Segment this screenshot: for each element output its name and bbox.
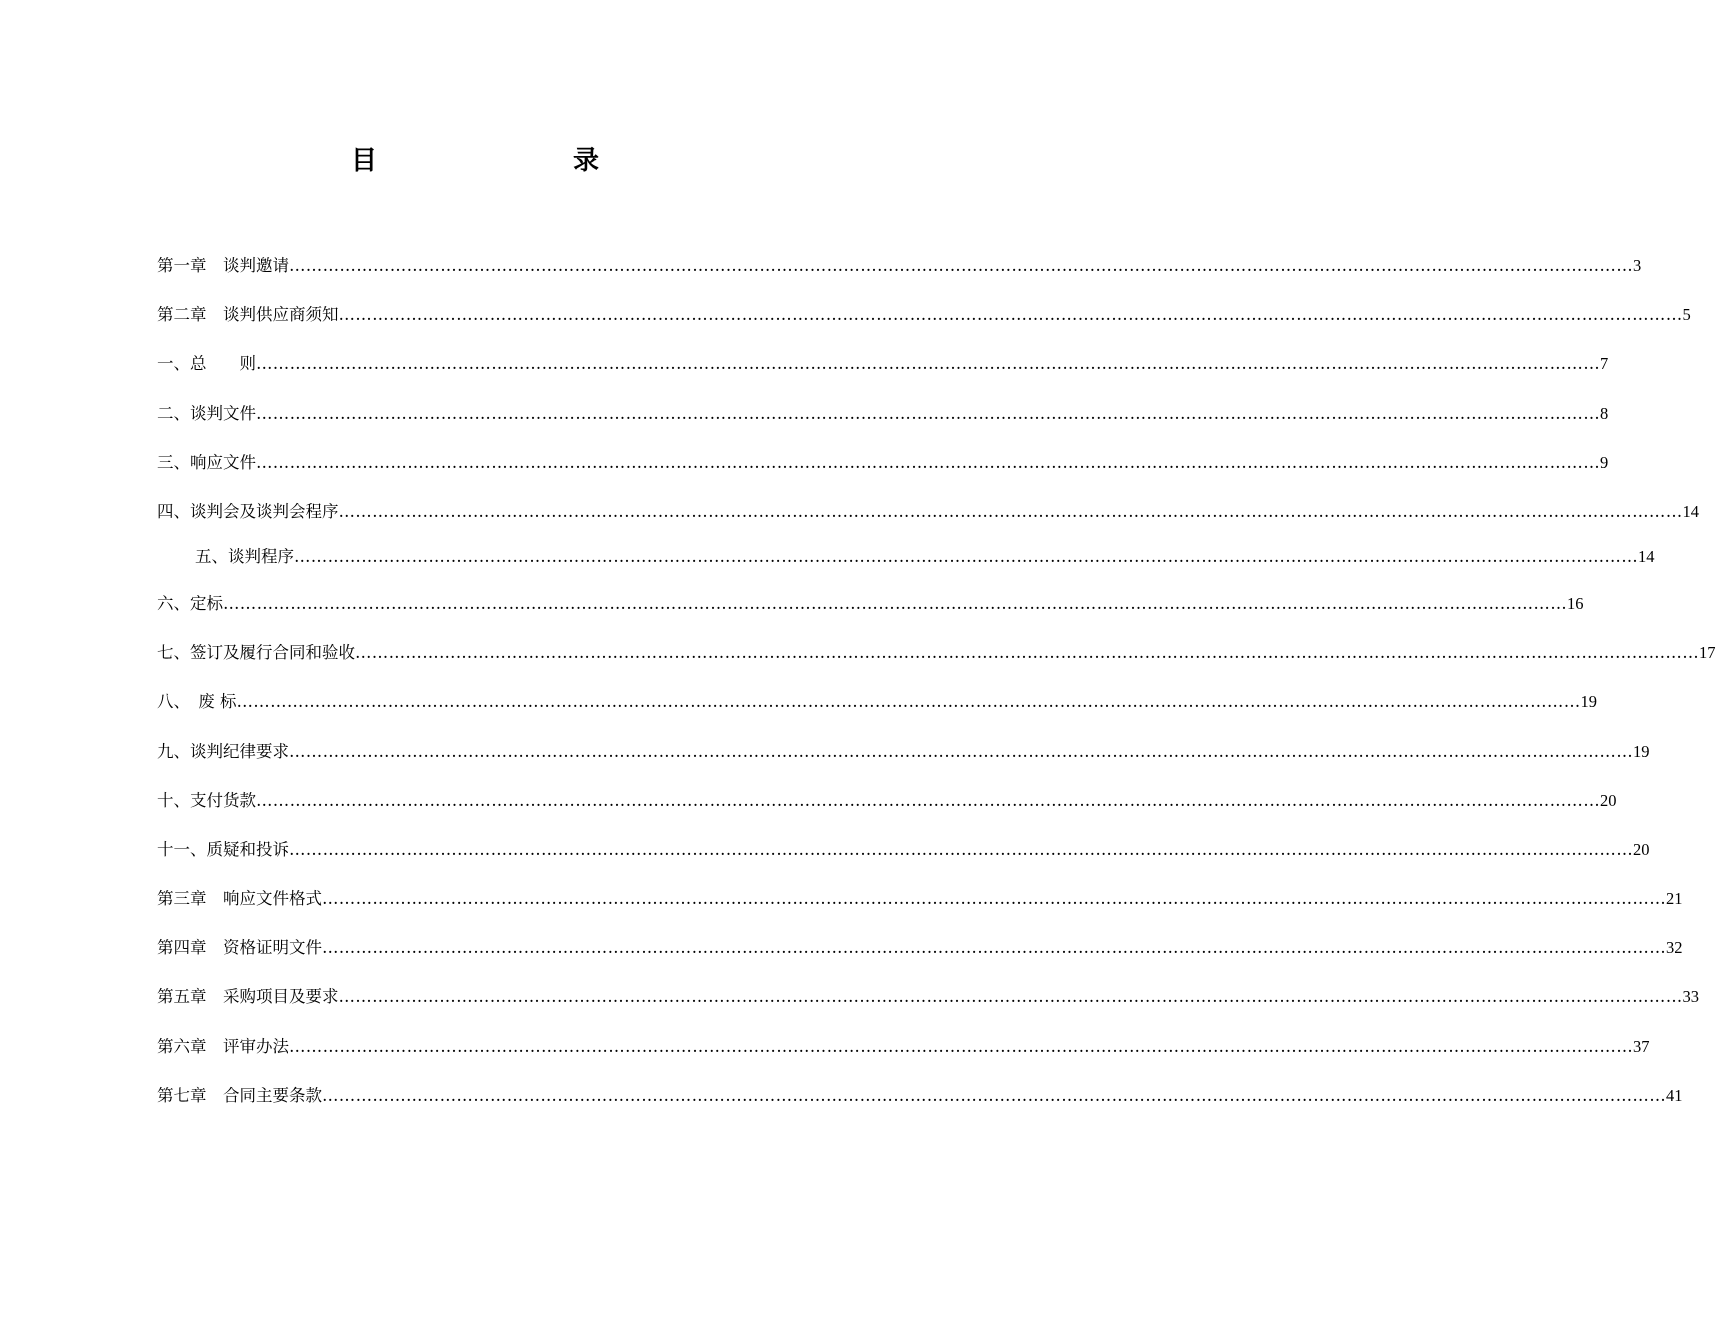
toc-leader-dots: …………………………………………………………………………………………………………………………………………………………………………………………………………………… <box>256 452 1600 472</box>
toc-leader-dots: …………………………………………………………………………………………………………………………………………………………………………………………………………………… <box>256 403 1600 423</box>
toc-entry-label: 九、谈判纪律要求 <box>157 741 289 761</box>
toc-entry-label: 第七章 合同主要条款 <box>157 1085 322 1105</box>
toc-entry-page: 41 <box>1666 1085 1683 1105</box>
toc-entry[interactable] <box>157 302 1691 351</box>
toc-entry-label: 第四章 资格证明文件 <box>157 938 322 958</box>
toc-entry-page: 7 <box>1600 354 1609 374</box>
toc-entry-page: 16 <box>1567 593 1584 613</box>
toc-leader-dots: …………………………………………………………………………………………………………………………………………………………………………………………………………………… <box>256 790 1600 810</box>
toc-entry[interactable] <box>157 689 1597 738</box>
toc-entry-page: 3 <box>1633 256 1642 275</box>
toc-entry[interactable] <box>157 837 1650 886</box>
toc-leader-dots: …………………………………………………………………………………………………………………………………………………………………………………………………………………… <box>256 354 1600 374</box>
toc-entry-page: 5 <box>1682 305 1691 325</box>
toc-entry-label: 第六章 评审办法 <box>157 1036 289 1056</box>
toc-leader-dots: …………………………………………………………………………………………………………………………………………………………………………………………………………………… <box>338 305 1683 325</box>
toc-entry[interactable] <box>157 788 1617 837</box>
toc-entry-label: 一、总 则 <box>157 354 256 374</box>
page-title: 目 录 <box>350 146 647 176</box>
toc-entry-label: 三、响应文件 <box>157 452 256 472</box>
toc-leader-dots: …………………………………………………………………………………………………………………………………………………………………………………………………………………… <box>322 938 1666 958</box>
toc-entry-page: 17 <box>1699 643 1716 663</box>
toc-entry-label: 四、谈判会及谈判会程序 <box>157 501 339 521</box>
toc-entry-label: 第三章 响应文件格式 <box>157 889 322 909</box>
toc-entry[interactable] <box>157 886 1683 935</box>
toc-leader-dots: …………………………………………………………………………………………………………………………………………………………………………………………………………………… <box>289 1036 1633 1056</box>
toc-entry-label: 十、支付货款 <box>157 790 256 810</box>
toc-entry[interactable] <box>157 739 1650 788</box>
toc-leader-dots: …………………………………………………………………………………………………………………………………………………………………………………………………………………… <box>289 256 1633 275</box>
toc-entry-page: 14 <box>1638 546 1655 566</box>
toc-entry-page: 21 <box>1666 889 1683 909</box>
toc-entry-page: 20 <box>1633 839 1650 859</box>
toc-entry[interactable] <box>157 351 1609 400</box>
toc-entry[interactable] <box>157 984 1699 1033</box>
toc-leader-dots: …………………………………………………………………………………………………………………………………………………………………………………………………………………… <box>322 1085 1666 1105</box>
toc-entry[interactable] <box>157 640 1716 689</box>
toc-entry-label: 六、定标 <box>157 593 223 613</box>
toc-entry[interactable] <box>157 591 1584 640</box>
toc-entry[interactable] <box>157 450 1609 499</box>
toc-entry[interactable] <box>157 1083 1683 1132</box>
toc-entry-page: 19 <box>1580 692 1597 712</box>
toc-leader-dots: …………………………………………………………………………………………………………………………………………………………………………………………………………………… <box>294 546 1638 566</box>
toc-entry-label: 七、签订及履行合同和验收 <box>157 643 355 663</box>
toc-entry-page: 9 <box>1600 452 1609 472</box>
toc-entry-page: 19 <box>1633 741 1650 761</box>
table-of-contents <box>157 253 1716 1132</box>
toc-leader-dots: …………………………………………………………………………………………………………………………………………………………………………………………………………………… <box>236 692 1581 712</box>
toc-entry[interactable] <box>157 935 1683 984</box>
toc-entry-page: 14 <box>1682 501 1699 521</box>
toc-entry[interactable] <box>157 499 1699 544</box>
toc-leader-dots: …………………………………………………………………………………………………………………………………………………………………………………………………………………… <box>322 889 1666 909</box>
toc-entry-page: 20 <box>1600 790 1617 810</box>
toc-entry-label: 二、谈判文件 <box>157 403 256 423</box>
toc-entry-label: 第一章 谈判邀请 <box>157 256 289 275</box>
toc-leader-dots: …………………………………………………………………………………………………………………………………………………………………………………………………………………… <box>223 593 1567 613</box>
toc-leader-dots: …………………………………………………………………………………………………………………………………………………………………………………………………………………… <box>338 501 1683 521</box>
toc-entry[interactable] <box>157 544 1655 591</box>
toc-leader-dots: …………………………………………………………………………………………………………………………………………………………………………………………………………………… <box>289 741 1633 761</box>
toc-entry-page: 37 <box>1633 1036 1650 1056</box>
toc-entry-label: 五、谈判程序 <box>195 546 294 566</box>
toc-entry-label: 十一、质疑和投诉 <box>157 839 289 859</box>
toc-entry-page: 8 <box>1600 403 1609 423</box>
toc-entry[interactable] <box>157 401 1609 450</box>
toc-entry[interactable] <box>157 253 1642 302</box>
toc-entry[interactable] <box>157 1034 1650 1083</box>
toc-entry-label: 第五章 采购项目及要求 <box>157 987 339 1007</box>
toc-entry-page: 32 <box>1666 938 1683 958</box>
toc-entry-label: 第二章 谈判供应商须知 <box>157 305 339 325</box>
toc-entry-label: 八、 废 标 <box>157 692 237 712</box>
toc-entry-page: 33 <box>1682 987 1699 1007</box>
toc-leader-dots: …………………………………………………………………………………………………………………………………………………………………………………………………………………… <box>289 839 1633 859</box>
toc-leader-dots: …………………………………………………………………………………………………………………………………………………………………………………………………………………… <box>338 987 1683 1007</box>
toc-leader-dots: …………………………………………………………………………………………………………………………………………………………………………………………………………………… <box>355 643 1699 663</box>
